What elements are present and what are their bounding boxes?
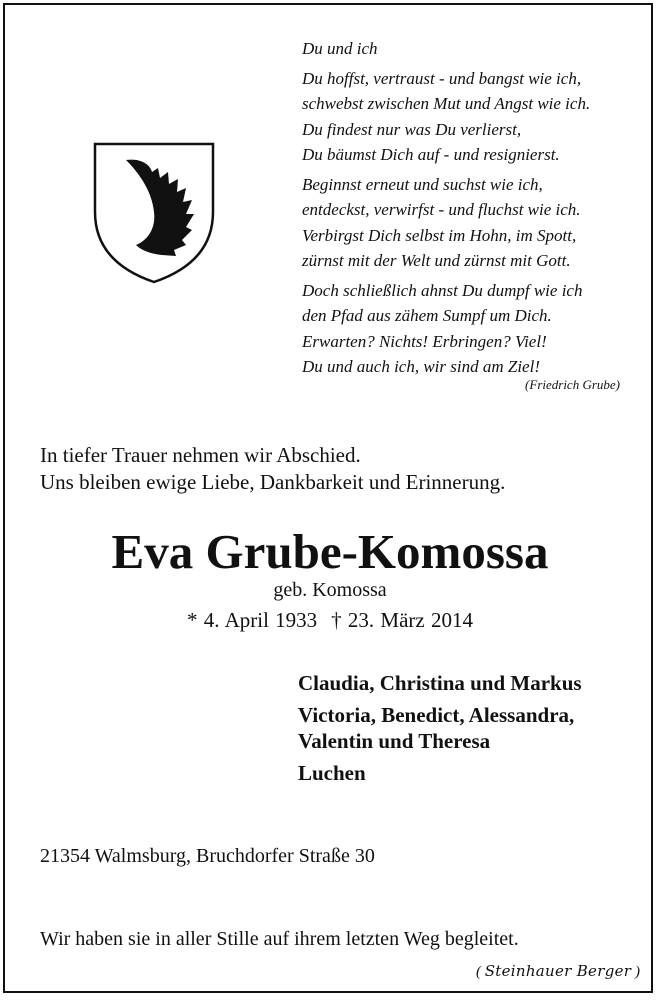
signature-close: ) <box>635 964 640 980</box>
birth-name: geb. Komossa <box>273 579 387 601</box>
intro-line: In tiefer Trauer nehmen wir Abschied. <box>40 443 361 467</box>
poem-line: Beginnst erneut und suchst wie ich, <box>302 174 543 194</box>
closing-text: Wir haben sie in aller Stille auf ihrem letzten Weg begleitet. <box>40 928 519 950</box>
intro-text <box>40 442 505 496</box>
poem-line: schwebst zwischen Mut und Angst wie ich. <box>302 94 591 113</box>
life-dates <box>0 608 660 633</box>
mourner-line: Valentin und Theresa <box>298 729 491 753</box>
signature-text: Steinhauer Berger <box>484 962 632 980</box>
poem-line: Du bäumst Dich auf - und resignierst. <box>302 145 560 164</box>
mourner-line: Claudia, Christina und Markus <box>298 671 582 695</box>
poem-author: (Friedrich Grube) <box>525 377 620 392</box>
intro-line: Uns bleiben ewige Liebe, Dankbarkeit und Erinnerung. <box>40 470 506 494</box>
death-date: † 23. März 2014 <box>331 608 473 632</box>
poem-stanza <box>302 278 632 380</box>
coat-of-arms-antler-icon <box>92 142 216 284</box>
poem-stanza <box>302 36 632 62</box>
poem-stanza <box>302 66 632 168</box>
poem-line: Verbirgst Dich selbst im Hohn, im Spott, <box>302 225 577 245</box>
poem-stanza <box>302 172 632 274</box>
poem-line: Du und auch ich, wir sind am Ziel! <box>302 357 540 376</box>
signature-open: ( <box>475 964 481 980</box>
address: 21354 Walmsburg, Bruchdorfer Straße 30 <box>40 845 375 867</box>
deceased-name: Eva Grube-Komossa <box>111 524 549 579</box>
poem <box>302 36 632 384</box>
funeral-home-signature <box>476 962 640 981</box>
poem-line: zürnst mit der Welt und zürnst mit Gott. <box>302 251 571 270</box>
mourners-list <box>298 670 582 786</box>
poem-line: Doch schließlich ahnst Du dumpf wie ich <box>302 280 583 300</box>
mourner-line: Luchen <box>298 761 366 785</box>
poem-line: entdeckst, verwirfst - und fluchst wie ich. <box>302 200 581 219</box>
poem-title: Du und ich <box>302 39 378 58</box>
poem-line: den Pfad aus zähem Sumpf um Dich. <box>302 306 552 325</box>
poem-line: Du hoffst, vertraust - und bangst wie ich, <box>302 68 582 88</box>
mourner-line: Victoria, Benedict, Alessandra, <box>298 703 575 727</box>
poem-line: Du findest nur was Du verlierst, <box>302 119 522 139</box>
poem-line: Erwarten? Nichts! Erbringen? Viel! <box>302 331 547 351</box>
birth-date: * 4. April 1933 <box>187 608 318 632</box>
